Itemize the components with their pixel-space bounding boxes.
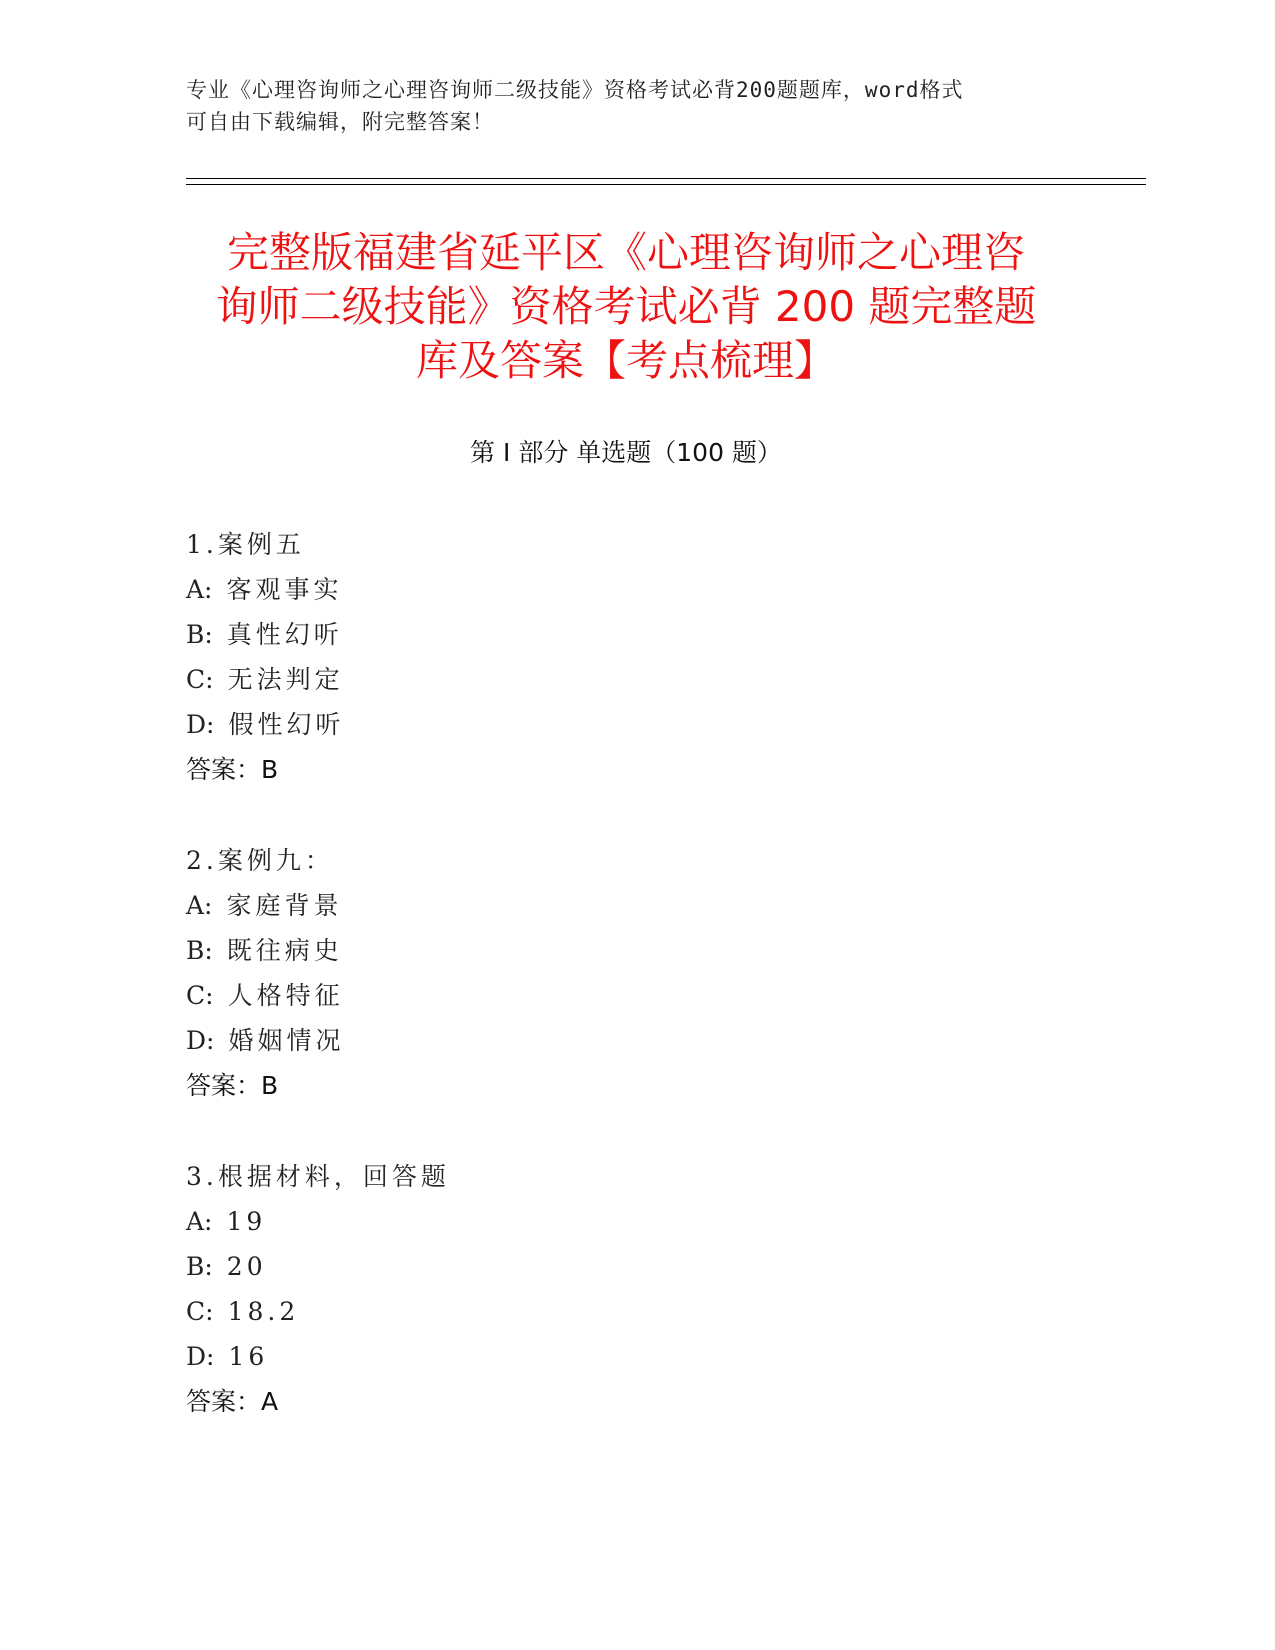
option-text: 真性幻听 [226,620,343,649]
option-label: D: [186,1026,215,1055]
option-c [186,1289,886,1334]
title-line-3: 库及答案【考点梳理】 [415,336,836,385]
question-3 [186,1154,886,1424]
question-stem: 1.案例五 [186,530,305,559]
title-line-2: 询师二级技能》资格考试必背 200 题完整题 [215,282,1037,331]
option-label: A: [186,1207,213,1236]
option-text: 假性幻听 [228,710,345,739]
question-stem: 2.案例九： [186,846,334,875]
question-1 [186,522,886,792]
document-header [186,74,1066,138]
option-text: 既往病史 [226,936,343,965]
title-line-1: 完整版福建省延平区《心理咨询师之心理咨 [226,228,1025,277]
option-label: C: [186,1297,214,1326]
option-text: 无法判定 [227,665,344,694]
option-label: B: [186,1252,213,1281]
section-title: 第 I 部分 单选题（100 题） [470,438,782,467]
option-a [186,883,886,928]
option-text: 19 [226,1207,267,1236]
option-d [186,1018,886,1063]
option-text: 婚姻情况 [228,1026,345,1055]
option-c [186,657,886,702]
option-text: 客观事实 [226,575,343,604]
option-label: C: [186,665,214,694]
document-title [186,226,1066,388]
answer: 答案：B [186,1071,279,1100]
option-text: 16 [228,1342,269,1371]
header-line-2: 可自由下载编辑，附完整答案！ [186,110,494,134]
option-label: A: [186,891,213,920]
question-stem: 3.根据材料，回答题 [186,1162,450,1191]
option-text: 20 [226,1252,267,1281]
answer: 答案：A [186,1387,279,1416]
answer: 答案：B [186,755,279,784]
option-label: D: [186,1342,215,1371]
header-divider-top [186,178,1146,179]
option-label: B: [186,620,213,649]
option-label: A: [186,575,213,604]
question-2 [186,838,886,1108]
option-b [186,612,886,657]
header-divider-bottom [186,184,1146,185]
option-label: C: [186,981,214,1010]
option-text: 家庭背景 [226,891,343,920]
option-label: D: [186,710,215,739]
header-line-1: 专业《心理咨询师之心理咨询师二级技能》资格考试必背200题题库，word格式 [186,78,964,102]
option-b [186,1244,886,1289]
option-d [186,1334,886,1379]
option-a [186,1199,886,1244]
option-d [186,702,886,747]
option-b [186,928,886,973]
option-a [186,567,886,612]
option-c [186,973,886,1018]
option-text: 18.2 [227,1297,300,1326]
option-label: B: [186,936,213,965]
option-text: 人格特征 [227,981,344,1010]
